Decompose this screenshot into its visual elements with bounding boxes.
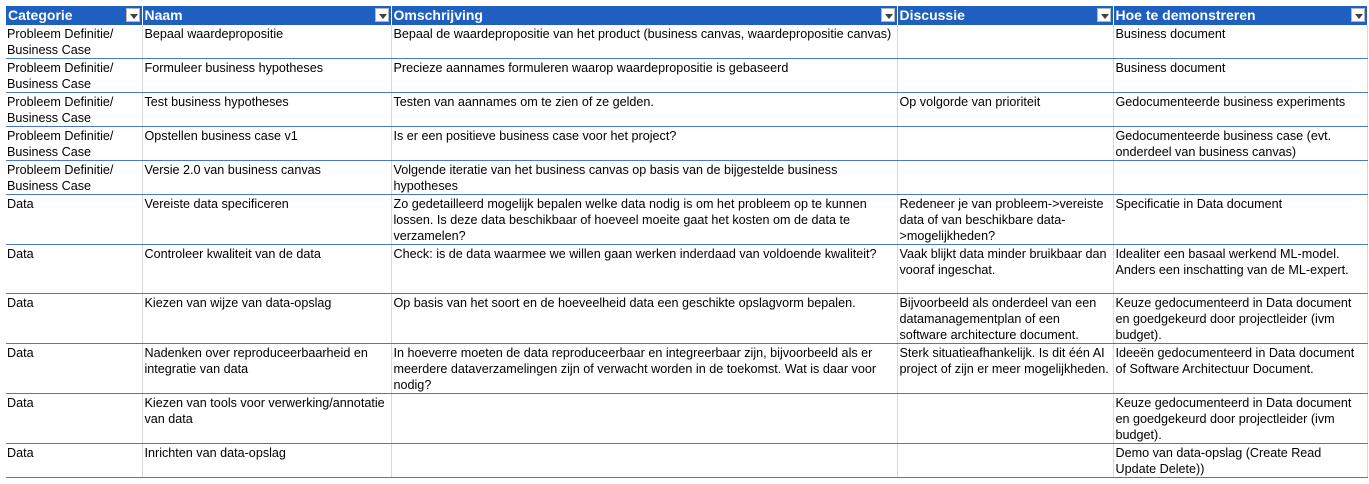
cell-discussie[interactable]: Sterk situatieafhankelijk. Is dit één AI project of zijn er meer mogelijkheden.: [897, 344, 1113, 394]
table-row: [6, 344, 1367, 394]
table-row: [6, 394, 1367, 444]
cell-discussie[interactable]: [897, 444, 1113, 478]
cell-categorie[interactable]: Probleem Definitie/ Business Case: [6, 25, 142, 59]
cell-naam[interactable]: Versie 2.0 van business canvas: [142, 161, 391, 195]
cell-omschrijving[interactable]: Volgende iteratie van het business canvas op basis van de bijgestelde business hypotheses: [391, 161, 897, 195]
cell-omschrijving[interactable]: In hoeverre moeten de data reproduceerbaar en integreerbaar zijn, bijvoorbeeld als er meerdere dataverzamelingen zijn of verwacht worden in de toekomst. Wat is daar voor nodig?: [391, 344, 897, 394]
cell-demo[interactable]: [1113, 161, 1367, 195]
cell-discussie[interactable]: Bijvoorbeeld als onderdeel van een datamanagementplan of een software architecture document.: [897, 294, 1113, 344]
cell-naam[interactable]: Opstellen business case v1: [142, 127, 391, 161]
cell-omschrijving[interactable]: [391, 394, 897, 444]
cell-omschrijving[interactable]: Zo gedetailleerd mogelijk bepalen welke data nodig is om het probleem op te kunnen lossen. Is deze data beschikbaar of hoeveel moeite gaat het kosten om de data te verzamelen?: [391, 195, 897, 245]
cell-naam[interactable]: Bepaal waardepropositie: [142, 25, 391, 59]
cell-demo[interactable]: Idealiter een basaal werkend ML-model. Anders een inschatting van de ML-expert.: [1113, 245, 1367, 294]
cell-categorie[interactable]: Data: [6, 344, 142, 394]
cell-omschrijving[interactable]: Testen van aannames om te zien of ze gelden.: [391, 93, 897, 127]
cell-naam[interactable]: Nadenken over reproduceerbaarheid en integratie van data: [142, 344, 391, 394]
table-row: [6, 25, 1367, 59]
cell-omschrijving[interactable]: Precieze aannames formuleren waarop waardepropositie is gebaseerd: [391, 59, 897, 93]
filter-dropdown-icon[interactable]: [881, 8, 895, 22]
header-omschrijving: [391, 6, 897, 25]
cell-categorie[interactable]: Data: [6, 245, 142, 294]
table-row: [6, 161, 1367, 195]
cell-omschrijving[interactable]: Op basis van het soort en de hoeveelheid data een geschikte opslagvorm bepalen.: [391, 294, 897, 344]
filter-dropdown-icon[interactable]: [375, 8, 389, 22]
cell-categorie[interactable]: Data: [6, 195, 142, 245]
cell-discussie[interactable]: [897, 59, 1113, 93]
cell-discussie[interactable]: [897, 25, 1113, 59]
header-row: [6, 6, 1367, 25]
cell-omschrijving[interactable]: Check: is de data waarmee we willen gaan werken inderdaad van voldoende kwaliteit?: [391, 245, 897, 294]
cell-discussie[interactable]: [897, 127, 1113, 161]
cell-omschrijving[interactable]: Is er een positieve business case voor het project?: [391, 127, 897, 161]
cell-discussie[interactable]: [897, 161, 1113, 195]
header-categorie: [6, 6, 142, 25]
header-label: Naam: [144, 7, 183, 23]
table-row: [6, 245, 1367, 294]
table-row: [6, 127, 1367, 161]
cell-demo[interactable]: Business document: [1113, 59, 1367, 93]
header-naam: [142, 6, 391, 25]
cell-discussie[interactable]: Redeneer je van probleem->vereiste data of van beschikbare data->mogelijkheden?: [897, 195, 1113, 245]
cell-categorie[interactable]: Data: [6, 394, 142, 444]
cell-categorie[interactable]: Data: [6, 294, 142, 344]
cell-demo[interactable]: Keuze gedocumenteerd in Data document en goedgekeurd door projectleider (ivm budget).: [1113, 294, 1367, 344]
table-row: [6, 294, 1367, 344]
table-row: [6, 93, 1367, 127]
filter-dropdown-icon[interactable]: [1351, 8, 1365, 22]
cell-categorie[interactable]: Probleem Definitie/ Business Case: [6, 161, 142, 195]
cell-categorie[interactable]: Data: [6, 444, 142, 478]
cell-naam[interactable]: Kiezen van tools voor verwerking/annotatie van data: [142, 394, 391, 444]
header-demonstreren: [1113, 6, 1367, 25]
requirements-table: [6, 6, 1368, 478]
cell-demo[interactable]: Gedocumenteerde business experiments: [1113, 93, 1367, 127]
cell-demo[interactable]: Demo van data-opslag (Create Read Update Delete)): [1113, 444, 1367, 478]
header-label: Discussie: [899, 7, 965, 23]
filter-dropdown-icon[interactable]: [126, 8, 140, 22]
table-row: [6, 444, 1367, 478]
cell-naam[interactable]: Test business hypotheses: [142, 93, 391, 127]
cell-categorie[interactable]: Probleem Definitie/ Business Case: [6, 127, 142, 161]
cell-demo[interactable]: Specificatie in Data document: [1113, 195, 1367, 245]
cell-omschrijving[interactable]: Bepaal de waardepropositie van het product (business canvas, waardepropositie canvas): [391, 25, 897, 59]
header-label: Hoe te demonstreren: [1115, 7, 1256, 23]
cell-demo[interactable]: Keuze gedocumenteerd in Data document en goedgekeurd door projectleider (ivm budget).: [1113, 394, 1367, 444]
cell-demo[interactable]: Ideeën gedocumenteerd in Data document of Software Architectuur Document.: [1113, 344, 1367, 394]
header-discussie: [897, 6, 1113, 25]
cell-naam[interactable]: Inrichten van data-opslag: [142, 444, 391, 478]
header-label: Omschrijving: [393, 7, 483, 23]
header-label: Categorie: [8, 7, 73, 23]
cell-discussie[interactable]: Vaak blijkt data minder bruikbaar dan vooraf ingeschat.: [897, 245, 1113, 294]
cell-omschrijving[interactable]: [391, 444, 897, 478]
cell-naam[interactable]: Kiezen van wijze van data-opslag: [142, 294, 391, 344]
table-row: [6, 195, 1367, 245]
cell-categorie[interactable]: Probleem Definitie/ Business Case: [6, 93, 142, 127]
table-row: [6, 59, 1367, 93]
cell-discussie[interactable]: Op volgorde van prioriteit: [897, 93, 1113, 127]
filter-dropdown-icon[interactable]: [1097, 8, 1111, 22]
cell-naam[interactable]: Formuleer business hypotheses: [142, 59, 391, 93]
cell-discussie[interactable]: [897, 394, 1113, 444]
cell-naam[interactable]: Controleer kwaliteit van de data: [142, 245, 391, 294]
cell-categorie[interactable]: Probleem Definitie/ Business Case: [6, 59, 142, 93]
cell-demo[interactable]: Business document: [1113, 25, 1367, 59]
cell-demo[interactable]: Gedocumenteerde business case (evt. onderdeel van business canvas): [1113, 127, 1367, 161]
cell-naam[interactable]: Vereiste data specificeren: [142, 195, 391, 245]
